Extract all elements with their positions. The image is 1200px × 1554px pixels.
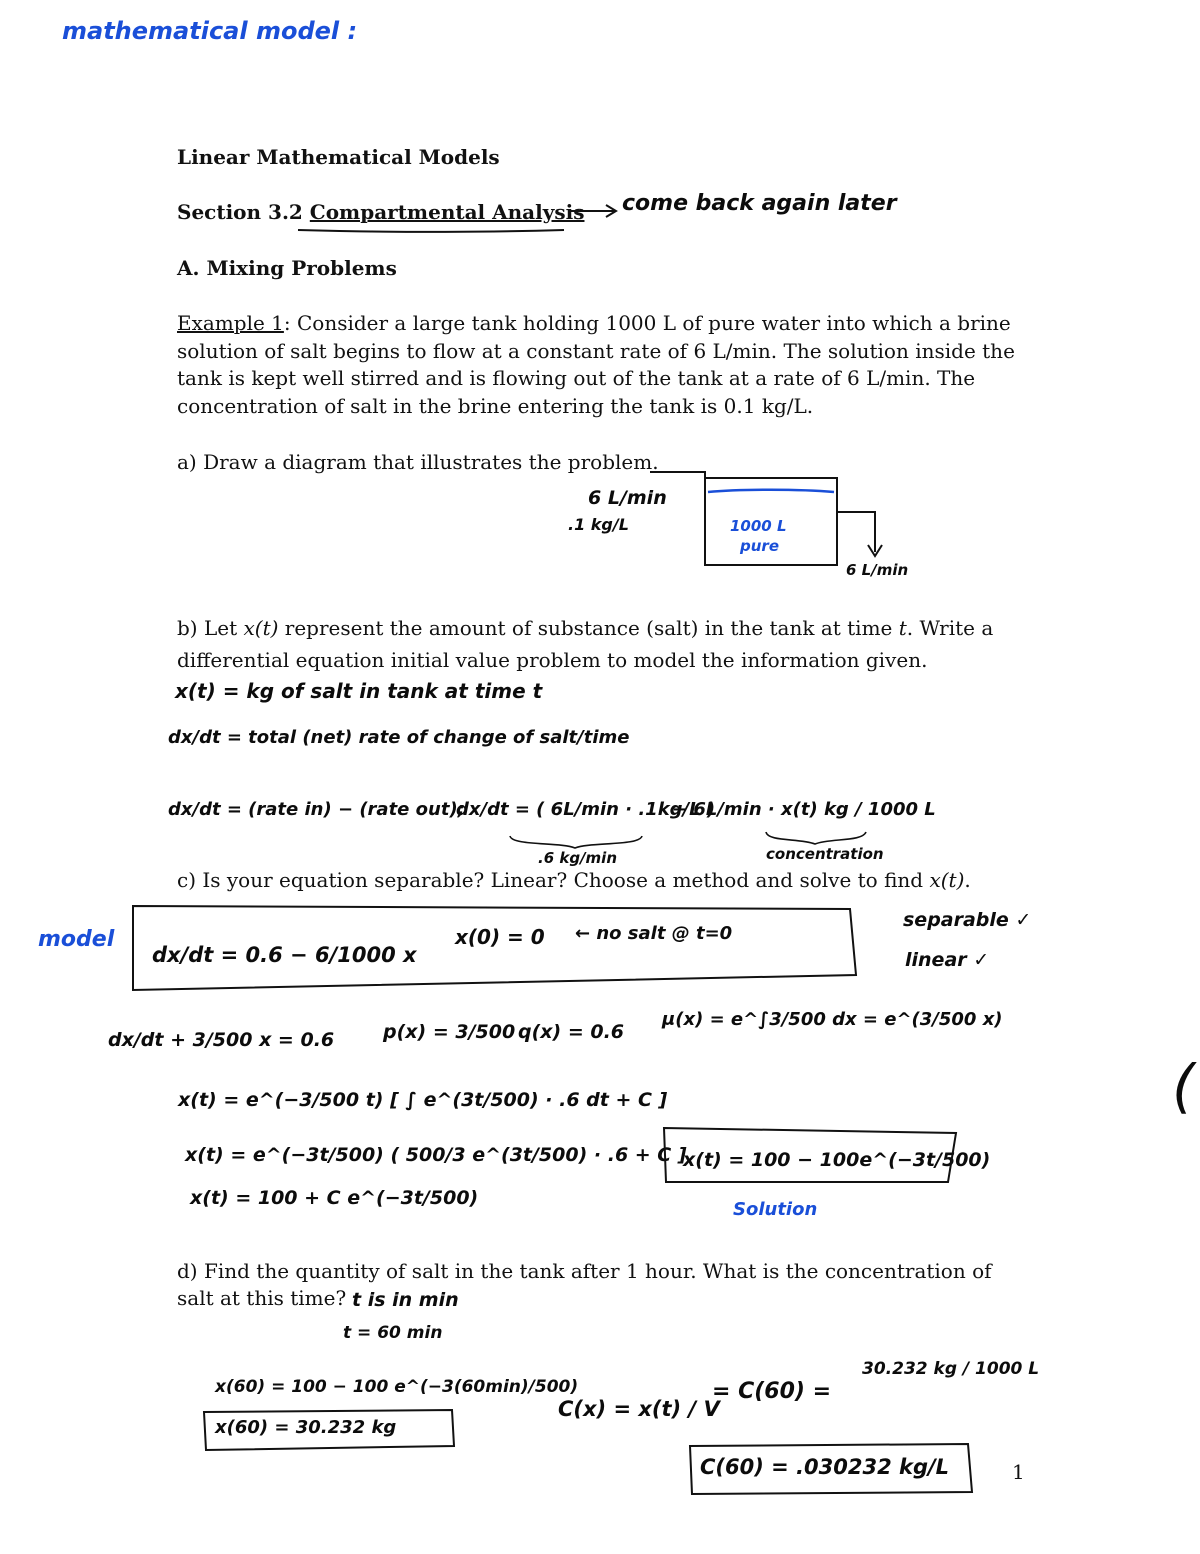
inflow-pipe	[650, 472, 705, 485]
qc-pre: c) Is your equation separable? Linear? Choose a method and solve to find	[177, 868, 930, 892]
hw-solution-step-2: x(t) = e^(−3t/500) ( 500/3 e^(3t/500) · .6 + C ]	[185, 1144, 687, 1166]
hw-t-value: t = 60 min	[343, 1323, 443, 1343]
model-box	[133, 906, 856, 990]
page-number: 1	[1012, 1460, 1025, 1484]
c60-box	[690, 1444, 972, 1494]
handwritten-header-note: mathematical model :	[62, 17, 358, 45]
question-a: a) Draw a diagram that illustrates the problem.	[177, 450, 659, 474]
hw-p-of-x: p(x) = 3/500	[383, 1021, 516, 1043]
underbrace-out	[766, 832, 866, 844]
outflow-pipe	[837, 512, 882, 556]
section-underline-stroke	[298, 230, 564, 232]
question-b-line-2: differential equation initial value problem to model the information given.	[177, 648, 928, 672]
qb-mid: represent the amount of substance (salt) in the tank at time	[278, 616, 899, 640]
section-prefix: Section 3.2	[177, 200, 310, 224]
underbrace-in	[510, 836, 642, 848]
hw-conc-value: 30.232 kg / 1000 L	[862, 1359, 1040, 1379]
example-text-1: : Consider a large tank holding 1000 L of pure water into which a brine	[283, 311, 1011, 335]
diagram-tank-volume: 1000 L	[730, 517, 787, 535]
diagram-inflow-conc: .1 kg/L	[568, 515, 629, 534]
example-line-3: tank is kept well stirred and is flowing out of the tank at a rate of 6 L/min. The	[177, 366, 976, 390]
example-line-2: solution of salt begins to flow at a constant rate of 6 L/min. The solution inside the	[177, 339, 1015, 363]
section-arrow-icon	[568, 205, 616, 217]
page-title: Linear Mathematical Models	[177, 145, 500, 169]
solution-box	[664, 1128, 956, 1182]
qc-post: .	[964, 868, 971, 892]
diagram-outflow-rate: 6 L/min	[846, 561, 909, 579]
hw-model-label: model	[38, 927, 115, 952]
x60-box	[204, 1410, 454, 1450]
hw-under-out: concentration	[766, 845, 884, 863]
hw-t-note: t is in min	[352, 1289, 459, 1311]
example-line-4: concentration of salt in the brine entering the tank is 0.1 kg/L.	[177, 394, 814, 418]
hw-c60-box-text: C(60) = .030232 kg/L	[700, 1455, 950, 1479]
diagram-inflow-rate: 6 L/min	[588, 487, 667, 509]
hw-initial-condition: x(0) = 0	[455, 925, 545, 949]
hw-deq-left: dx/dt = ( 6L/min · .1kg/L )	[456, 799, 716, 820]
hw-model-equation: dx/dt = 0.6 − 6/1000 x	[152, 943, 417, 967]
hw-deq-right: − 6L/min · x(t) kg / 1000 L	[672, 799, 936, 820]
qb-var: x(t)	[243, 616, 279, 640]
hw-conc-def: C(x) = x(t) / V	[558, 1397, 720, 1421]
hw-q-of-x: q(x) = 0.6	[518, 1021, 625, 1043]
hw-solution-label: Solution	[733, 1199, 818, 1220]
hw-x60-calc: x(60) = 100 − 100 e^(−3(60min)/500)	[215, 1377, 579, 1397]
hw-x60-box-text: x(60) = 30.232 kg	[215, 1417, 397, 1438]
hw-solution-step-1: x(t) = e^(−3/500 t) [ ∫ e^(3t/500) · .6 dt + C ]	[178, 1089, 668, 1111]
hw-stray-paren: (	[1172, 1052, 1195, 1120]
example-label: Example 1	[177, 311, 284, 335]
section-name: Compartmental Analysis	[309, 200, 585, 224]
qb-post: . Write a	[906, 616, 994, 640]
hw-initial-note: ← no salt @ t=0	[575, 923, 733, 944]
qb-pre: b) Let	[177, 616, 244, 640]
question-d-line-2: salt at this time?	[177, 1286, 347, 1310]
hw-linear: linear ✓	[905, 949, 990, 971]
handwritten-section-note: come back again later	[622, 191, 897, 216]
hw-rate-in-out: dx/dt = (rate in) − (rate out);	[168, 799, 465, 820]
hw-separable: separable ✓	[903, 909, 1032, 931]
question-d-line-1: d) Find the quantity of salt in the tank after 1 hour. What is the concentration of	[177, 1259, 992, 1283]
hw-def-x: x(t) = kg of salt in tank at time t	[175, 679, 543, 703]
hw-def-rate: dx/dt = total (net) rate of change of salt/time	[168, 727, 630, 748]
subsection-heading: A. Mixing Problems	[177, 256, 397, 280]
qc-var: x(t)	[929, 868, 965, 892]
hw-solution-step-3: x(t) = 100 + C e^(−3t/500)	[190, 1187, 479, 1209]
hw-standard-form: dx/dt + 3/500 x = 0.6	[108, 1029, 335, 1051]
hw-integrating-factor: μ(x) = e^∫3/500 dx = e^(3/500 x)	[662, 1009, 1003, 1030]
qb-t: t	[898, 616, 907, 640]
tank-diagram	[650, 472, 882, 565]
water-line	[708, 490, 834, 492]
hw-conc-c60: = C(60) =	[712, 1379, 832, 1404]
hw-under-in: .6 kg/min	[538, 849, 617, 867]
hw-solution-box-text: x(t) = 100 − 100e^(−3t/500)	[683, 1149, 991, 1171]
diagram-tank-content: pure	[740, 537, 779, 555]
